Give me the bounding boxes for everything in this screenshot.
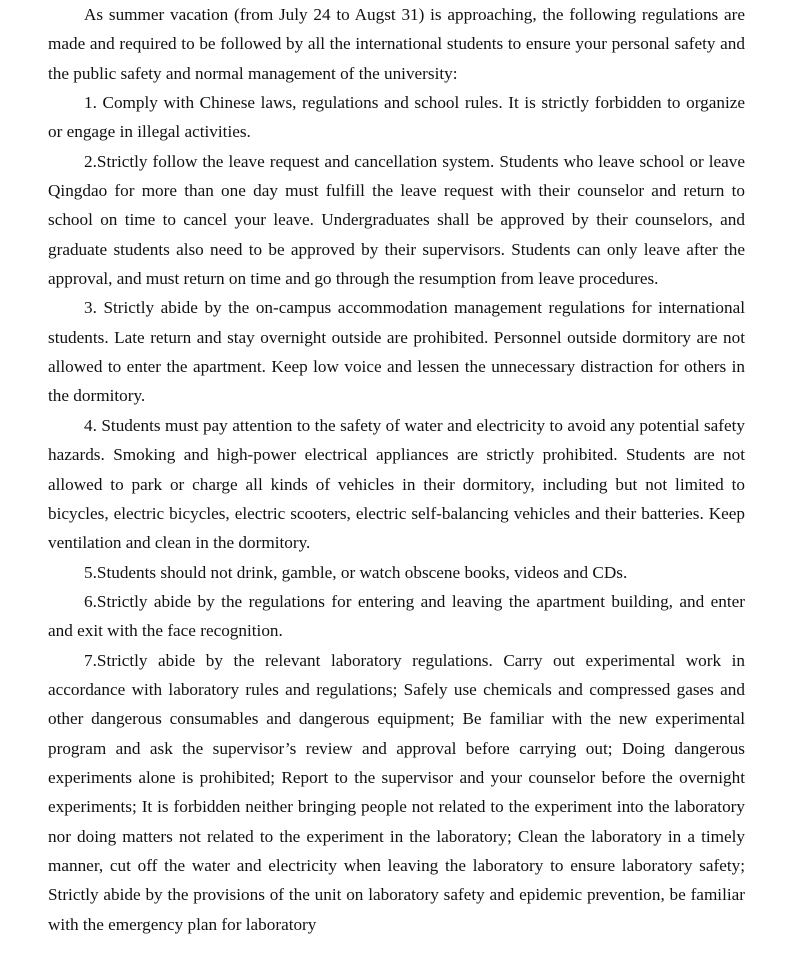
rule-3-paragraph: 3. Strictly abide by the on-campus accommodation management regulations for international students. Late return and stay overnight outside are prohibited. Personnel outside dormitory are not allowed to enter the apartment. Keep low voice and lessen the unnecessary distraction for others in the dormitory. bbox=[48, 298, 745, 406]
rule-5-paragraph: 5.Students should not drink, gamble, or watch obscene books, videos and CDs. bbox=[84, 562, 628, 582]
rule-7-paragraph: 7.Strictly abide by the relevant laboratory regulations. Carry out experimental work in accordance with laboratory rules and regulations; Safely use chemicals and compressed gases and other dangerous consumables and dangerous equipment; Be familiar with the new experimental program and ask the supervisor’s review and approval before carrying out; Doing dangerous experiments alone is prohibited; Report to the supervisor and your counselor before the overnight experiments; It is forbidden neither bringing people not related to the experiment into the laboratory nor doing matters not related to the experiment in the laboratory; Clean the laboratory in a timely manner, cut off the water and electricity when leaving the laboratory to ensure laboratory safety; Strictly abide by the provisions of the unit on laboratory safety and epidemic prevention, be familiar with the emergency plan for laboratory bbox=[48, 650, 745, 934]
rule-2-paragraph: 2.Strictly follow the leave request and cancellation system. Students who leave school or leave Qingdao for more than one day must fulfill the leave request with their counselor and return to school on time to cancel your leave. Undergraduates shall be approved by their counselors, and graduate students also need to be approved by their supervisors. Students can only leave after the approval, and must return on time and go through the resumption from leave procedures. bbox=[48, 151, 745, 289]
rule-4-paragraph: 4. Students must pay attention to the safety of water and electricity to avoid any potential safety hazards. Smoking and high-power electrical appliances are strictly prohibited. Students are not allowed to park or charge all kinds of vehicles in their dormitory, including but not limited to bicycles, electric bicycles, electric scooters, electric self-balancing vehicles and their batteries. Keep ventilation and clean in the dormitory. bbox=[48, 415, 745, 553]
rule-1-paragraph: 1. Comply with Chinese laws, regulations and school rules. It is strictly forbidden to organize or engage in illegal activities. bbox=[48, 93, 745, 142]
intro-paragraph: As summer vacation (from July 24 to Augst 31) is approaching, the following regulations are made and required to be followed by all the international students to ensure your personal safety and the public safety and normal management of the university: bbox=[48, 5, 745, 83]
rule-6-paragraph: 6.Strictly abide by the regulations for entering and leaving the apartment building, and enter and exit with the face recognition. bbox=[48, 591, 745, 641]
document-body bbox=[48, 0, 745, 939]
